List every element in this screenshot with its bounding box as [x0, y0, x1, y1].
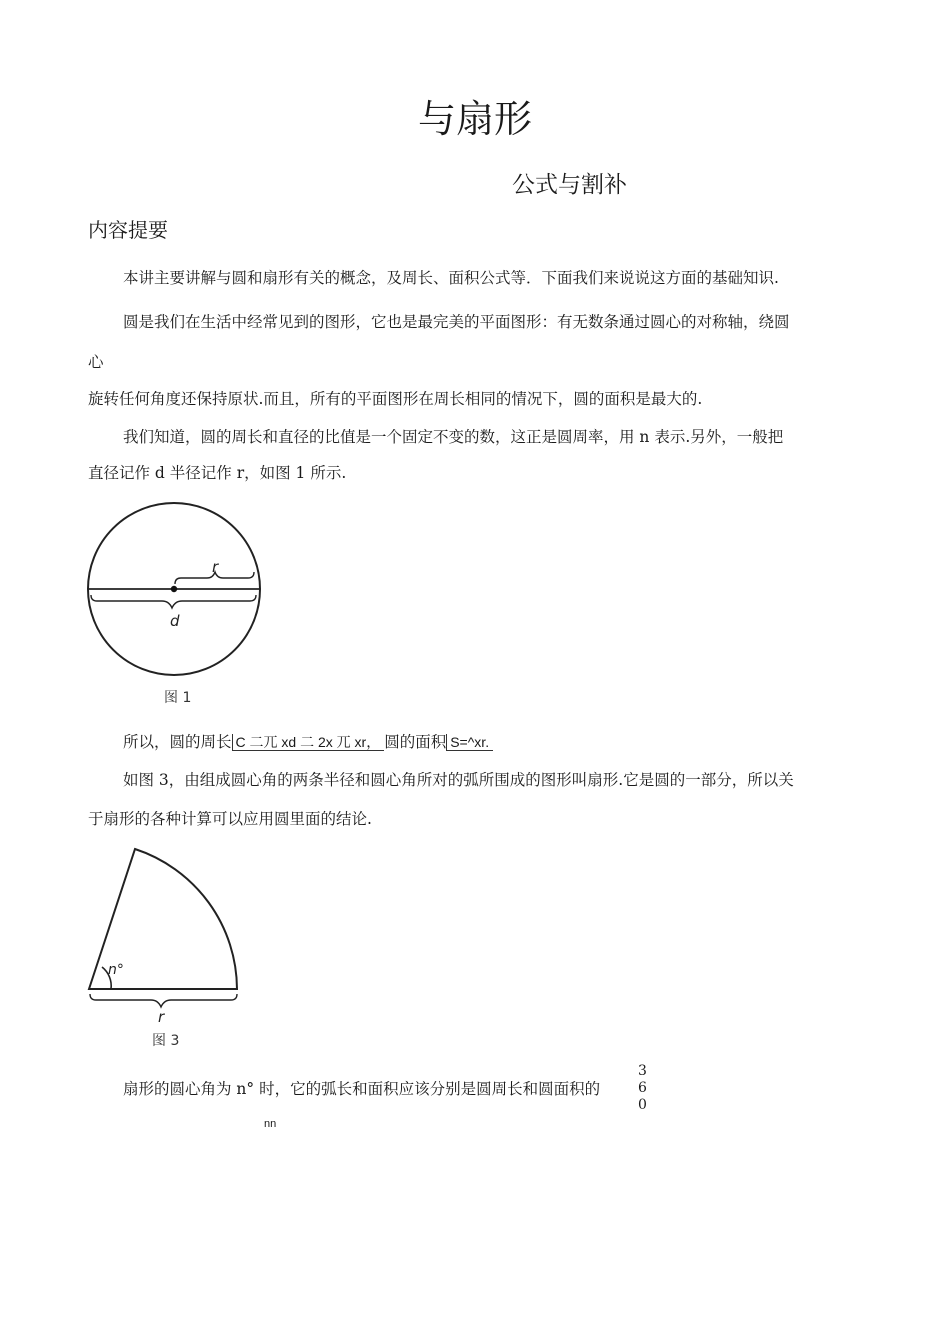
diameter-label: d [170, 612, 180, 630]
radius-brace [90, 994, 237, 1007]
figure-sector [82, 842, 252, 1026]
paragraph-circle-line3: 旋转任何角度还保持原状.而且，所有的平面图形在周长相同的情况下，圆的面积是最大的. [88, 390, 703, 408]
paragraph-sector-line1: 如图 3，由组成圆心角的两条半径和圆心角所对的弧所围成的图形叫扇形.它是圆的一部分，所以关 [123, 771, 794, 789]
radius-label: r [212, 558, 219, 576]
circumference-formula: C 二兀 xd 二 2x 兀 xr， [232, 734, 385, 751]
diameter-brace [91, 595, 256, 608]
paragraph-sector-line2: 于扇形的各种计算可以应用圆里面的结论. [88, 810, 372, 828]
page-title: 与扇形 [417, 97, 532, 141]
fraction-digit: 6 [638, 1080, 647, 1096]
formula-middle: 圆的面积 [384, 733, 447, 751]
paragraph-pi-line1: 我们知道，圆的周长和直径的比值是一个固定不变的数，这正是圆周率，用 n 表示.另外，一般把 [123, 428, 784, 446]
area-formula: S=^xr. [446, 734, 493, 751]
formula-prefix: 所以，圆的周长 [123, 733, 232, 751]
section-heading: 内容提要 [88, 218, 168, 242]
figure3-caption: 图 3 [152, 1033, 180, 1049]
figure1-caption: 图 1 [164, 690, 192, 706]
page-subtitle: 公式与割补 [512, 172, 627, 198]
paragraph-circle-line2: 心 [88, 353, 104, 371]
paragraph-pi-line2: 直径记作 d 半径记作 r，如图 1 所示. [88, 464, 347, 482]
figure-circle [82, 498, 272, 684]
angle-label: n° [108, 962, 124, 978]
radius-label: r [158, 1008, 165, 1026]
fraction-digit: 0 [638, 1097, 647, 1113]
paragraph-circle-line1: 圆是我们在生活中经常见到的图形，它也是最完美的平面图形：有无数条通过圆心的对称轴，绕圆 [123, 313, 790, 331]
paragraph-intro: 本讲主要讲解与圆和扇形有关的概念，及周长、面积公式等．下面我们来说说这方面的基础知识. [123, 269, 779, 287]
fraction-digit: 3 [638, 1063, 647, 1079]
paragraph-sector-ratio: 扇形的圆心角为 n° 时，它的弧长和面积应该分别是圆周长和圆面积的 [123, 1080, 601, 1098]
fraction-denominator [638, 1063, 647, 1114]
center-dot [171, 586, 177, 592]
paragraph-formulas [123, 730, 493, 752]
footer-fragment: nn [264, 1118, 277, 1130]
